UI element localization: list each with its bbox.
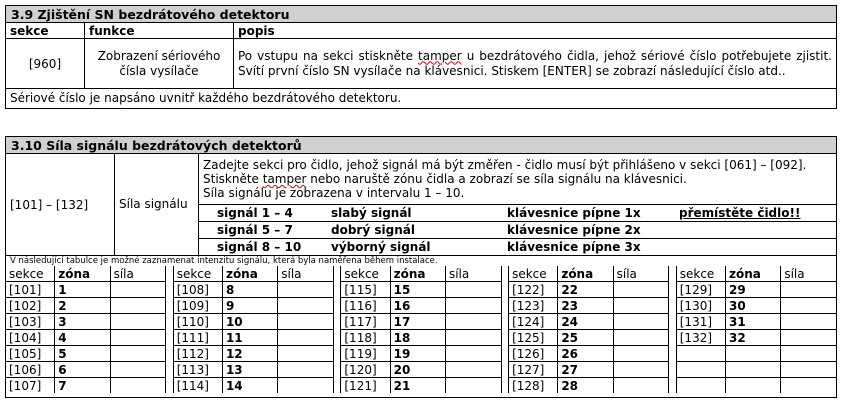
zone-section: [107] [6,378,55,394]
column-header-zona: zóna [222,266,277,282]
zone-number: 31 [726,314,781,330]
column-gap [166,346,174,362]
zone-signal-strength[interactable] [781,362,836,378]
zone-section: [101] [6,282,55,298]
zone-section: [126] [509,346,558,362]
zone-signal-strength[interactable] [278,346,334,362]
zone-signal-strength[interactable] [445,298,501,314]
zone-number: 22 [558,282,613,298]
zone-number: 19 [390,346,445,362]
column-gap [669,346,677,362]
column-gap [333,362,341,378]
column-header-sila: síla [278,266,334,282]
zone-section: [111] [173,330,222,346]
zone-number: 4 [55,330,110,346]
zone-number: 27 [558,362,613,378]
desc-part-1: Zadejte sekci pro čidlo, jehož signál má být změřen - čidlo musí být přihlášeno v sekci [061] – [092]. Stiskněte [203,158,807,186]
serial-note: Sériové číslo je napsáno uvnitř každého bezdrátového detektoru. [6,89,836,107]
signal-range: signál 8 – 10 [217,240,302,254]
signal-quality: výborný signál [331,240,431,254]
zone-section: [113] [173,362,222,378]
zone-number: 29 [726,282,781,298]
zone-number: 30 [726,298,781,314]
column-header-sekce: sekce [676,266,725,282]
signal-beep: klávesnice pípne 3x [507,240,641,254]
column-gap [501,346,509,362]
column-gap [501,298,509,314]
column-gap [501,378,509,394]
column-gap [333,346,341,362]
column-header-sekce: sekce [509,266,558,282]
zone-signal-strength[interactable] [613,282,669,298]
section-code: [960] [6,39,85,89]
zone-section: [109] [173,298,222,314]
zone-signal-strength[interactable] [278,378,334,394]
column-gap [166,314,174,330]
zone-number: 25 [558,330,613,346]
zone-signal-table [6,266,836,393]
signal-beep: klávesnice pípne 2x [507,223,641,237]
zone-section: [131] [676,314,725,330]
zone-signal-strength[interactable] [110,282,166,298]
zone-number: 2 [55,298,110,314]
zone-number: 9 [222,298,277,314]
column-gap [333,266,341,282]
zone-signal-strength[interactable] [278,314,334,330]
zone-number: 32 [726,330,781,346]
zone-section: [105] [6,346,55,362]
zone-signal-strength[interactable] [110,378,166,394]
signal-quality: dobrý signál [331,223,415,237]
signal-beep: klávesnice pípne 1x [507,206,641,220]
zone-number: 8 [222,282,277,298]
signal-warning: přemístěte čidlo!! [679,206,801,220]
zone-signal-strength[interactable] [613,298,669,314]
zone-signal-strength[interactable] [613,378,669,394]
desc-part-3: Síla signálu je zobrazena v intervalu 1 – 10. [203,186,465,200]
zone-signal-strength[interactable] [110,362,166,378]
zone-number: 11 [222,330,277,346]
column-gap [669,378,677,394]
zone-signal-strength[interactable] [110,346,166,362]
zone-signal-strength[interactable] [445,378,501,394]
zone-number: 16 [390,298,445,314]
column-header-sila: síla [613,266,669,282]
column-gap [333,298,341,314]
zone-section: [103] [6,314,55,330]
tamper-word: tamper [262,172,307,186]
zone-signal-strength[interactable] [445,282,501,298]
zone-number: 20 [390,362,445,378]
column-header-zona: zóna [55,266,110,282]
zone-number: 15 [390,282,445,298]
column-gap [669,298,677,314]
zone-number: 28 [558,378,613,394]
section-title: 3.10 Síla signálu bezdrátových detektorů [6,137,836,154]
zone-signal-strength[interactable] [278,282,334,298]
signal-row-3 [199,239,837,256]
column-gap [501,266,509,282]
zone-section: [110] [173,314,222,330]
column-gap [669,330,677,346]
zone-section: [115] [341,282,390,298]
desc-part-2: nebo naruště zónu čidla a zobrazí se síla signálu na klávesnici. [306,172,687,186]
column-gap [166,378,174,394]
zone-number: 7 [55,378,110,394]
zone-number [726,378,781,394]
function-text: Zobrazení sériového čísla vysílače [85,39,234,89]
header-funkce: funkce [85,23,234,39]
column-header-zona: zóna [390,266,445,282]
signal-range: signál 5 – 7 [217,223,293,237]
zone-number: 1 [55,282,110,298]
signal-range: signál 1 – 4 [217,206,293,220]
column-gap [501,282,509,298]
zone-signal-strength[interactable] [278,330,334,346]
column-gap [501,362,509,378]
zone-signal-strength[interactable] [781,346,836,362]
zone-signal-strength[interactable] [278,362,334,378]
zone-signal-strength[interactable] [613,330,669,346]
zone-section: [132] [676,330,725,346]
section-3-9-table [6,23,836,106]
column-gap [669,314,677,330]
zone-signal-strength[interactable] [613,362,669,378]
column-header-zona: zóna [726,266,781,282]
column-header-sekce: sekce [341,266,390,282]
zone-section: [106] [6,362,55,378]
signal-label: Síla signálu [115,154,199,256]
zone-number [726,362,781,378]
signal-info-table [6,154,836,266]
column-gap [333,282,341,298]
zone-signal-strength[interactable] [445,330,501,346]
zone-signal-strength[interactable] [781,314,836,330]
zone-number: 3 [55,314,110,330]
column-gap [166,282,174,298]
zone-section: [123] [509,298,558,314]
zone-section: [121] [341,378,390,394]
zone-section: [117] [341,314,390,330]
zone-section: [116] [341,298,390,314]
zone-signal-strength[interactable] [781,282,836,298]
column-gap [166,330,174,346]
zone-section: [127] [509,362,558,378]
column-gap [166,362,174,378]
zone-grid-header [6,266,836,282]
zone-section: [125] [509,330,558,346]
column-gap [501,314,509,330]
zone-number: 5 [55,346,110,362]
zone-number: 13 [222,362,277,378]
zone-section: [124] [509,314,558,330]
table-row [6,378,836,394]
zone-section: [120] [341,362,390,378]
zone-number: 18 [390,330,445,346]
tamper-word: tamper [418,48,462,63]
zone-section [676,362,725,378]
zone-number: 21 [390,378,445,394]
column-gap [669,266,677,282]
table-row [6,330,836,346]
column-gap [501,330,509,346]
zone-section: [118] [341,330,390,346]
signal-row-1 [199,205,837,222]
signal-row-2 [199,222,837,239]
column-gap [669,282,677,298]
description-part-1: Po vstupu na sekci stiskněte [238,48,419,63]
zone-signal-strength[interactable] [445,314,501,330]
zone-number: 26 [558,346,613,362]
zone-section [676,346,725,362]
zone-signal-strength[interactable] [278,298,334,314]
signal-description [199,154,837,205]
section-3-9 [5,5,837,109]
zone-section: [130] [676,298,725,314]
column-header-sila: síla [781,266,836,282]
column-header-sekce: sekce [173,266,222,282]
zone-number: 6 [55,362,110,378]
zone-section: [119] [341,346,390,362]
column-header-sekce: sekce [6,266,55,282]
description-part-2: u bezdrátového čidla, jehož sériové číslo potřebujete zjistit. Svítí první číslo SN vysílače na klávesnici. Stiskem [ENTER] se zobrazí následující číslo atd.. [238,48,832,78]
column-gap [669,362,677,378]
table-row [6,282,836,298]
zone-number: 24 [558,314,613,330]
section-title: 3.9 Zjištění SN bezdrátového detektoru [6,6,836,23]
zone-number: 14 [222,378,277,394]
zone-number: 12 [222,346,277,362]
zone-signal-strength[interactable] [781,330,836,346]
header-sekce: sekce [6,23,85,39]
section-range: [101] – [132] [6,154,115,256]
zone-signal-strength[interactable] [781,298,836,314]
zone-signal-strength[interactable] [613,346,669,362]
zone-signal-strength[interactable] [781,378,836,394]
column-header-zona: zóna [558,266,613,282]
zone-signal-strength[interactable] [110,314,166,330]
column-header-sila: síla [110,266,166,282]
zone-section: [108] [173,282,222,298]
column-header-sila: síla [445,266,501,282]
table-row [6,298,836,314]
table-row [6,314,836,330]
zone-section [676,378,725,394]
zone-section: [112] [173,346,222,362]
zone-section: [129] [676,282,725,298]
zone-section: [114] [173,378,222,394]
zone-number: 17 [390,314,445,330]
zone-signal-strength[interactable] [110,298,166,314]
zone-signal-strength[interactable] [613,314,669,330]
zone-section: [104] [6,330,55,346]
header-popis: popis [234,23,837,39]
table-row [6,346,836,362]
zone-number: 23 [558,298,613,314]
section-3-10 [5,136,837,398]
zone-number: 10 [222,314,277,330]
zone-number [726,346,781,362]
zone-signal-strength[interactable] [445,362,501,378]
zone-section: [102] [6,298,55,314]
column-gap [166,298,174,314]
zone-section: [122] [509,282,558,298]
column-gap [333,378,341,394]
description [234,39,837,89]
column-gap [166,266,174,282]
column-gap [333,330,341,346]
column-gap [333,314,341,330]
signal-quality: slabý signál [331,206,412,220]
zone-signal-strength[interactable] [445,346,501,362]
zone-section: [128] [509,378,558,394]
zone-signal-strength[interactable] [110,330,166,346]
table-note: V následující tabulce je možné zaznamenat intenzitu signálu, která byla naměřena během instalace. [6,256,836,267]
table-row [6,362,836,378]
